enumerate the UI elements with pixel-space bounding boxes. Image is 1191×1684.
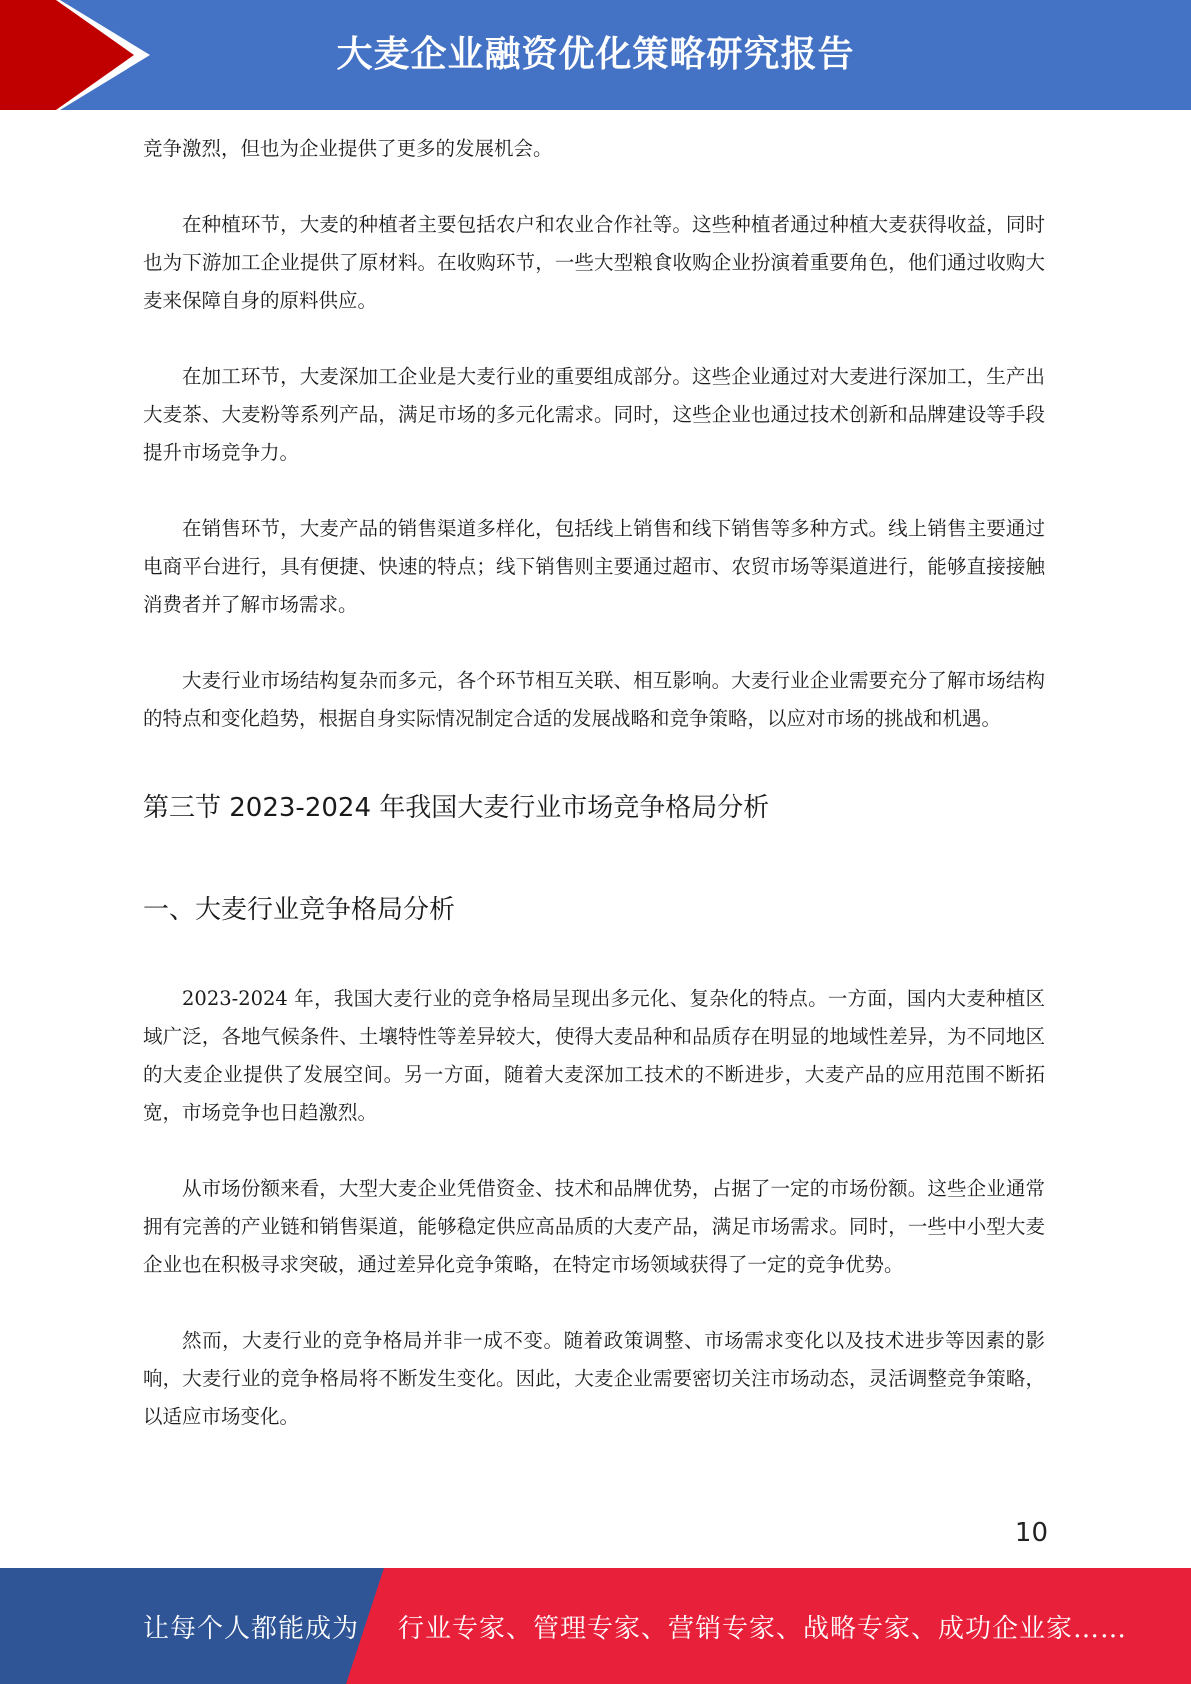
paragraph: 然而，大麦行业的竞争格局并非一成不变。随着政策调整、市场需求变化以及技术进步等因素的影响，大麦行业的竞争格局将不断发生变化。因此，大麦企业需要密切关注市场动态，灵活调整竞争策略，以适应市场变化。 [143, 1329, 1045, 1428]
paragraph: 在销售环节，大麦产品的销售渠道多样化，包括线上销售和线下销售等多种方式。线上销售主要通过电商平台进行，具有便捷、快速的特点；线下销售则主要通过超市、农贸市场等渠道进行，能够直接接触消费者并了解市场需求。 [143, 517, 1045, 616]
paragraph: 大麦行业市场结构复杂而多元，各个环节相互关联、相互影响。大麦行业企业需要充分了解市场结构的特点和变化趋势，根据自身实际情况制定合适的发展战略和竞争策略，以应对市场的挑战和机遇。 [143, 669, 1045, 730]
subsection-heading: 一、大麦行业竞争格局分析 [143, 895, 456, 925]
section-heading: 第三节 2023-2024 年我国大麦行业市场竞争格局分析 [143, 793, 770, 823]
paragraph: 在种植环节，大麦的种植者主要包括农户和农业合作社等。这些种植者通过种植大麦获得收益，同时也为下游加工企业提供了原材料。在收购环节，一些大型粮食收购企业扮演着重要角色，他们通过收购大麦来保障自身的原料供应。 [143, 213, 1045, 312]
footer-slogan-left: 让每个人都能成为 [143, 1614, 360, 1644]
page-header [0, 0, 1191, 110]
page-footer [0, 1568, 1191, 1684]
paragraph: 竞争激烈，但也为企业提供了更多的发展机会。 [143, 137, 553, 160]
page-number: 10 [1014, 1518, 1048, 1548]
paragraph: 在加工环节，大麦深加工企业是大麦行业的重要组成部分。这些企业通过对大麦进行深加工，生产出大麦茶、大麦粉等系列产品，满足市场的多元化需求。同时，这些企业也通过技术创新和品牌建设等手段提升市场竞争力。 [143, 365, 1045, 464]
paragraph: 从市场份额来看，大型大麦企业凭借资金、技术和品牌优势，占据了一定的市场份额。这些企业通常拥有完善的产业链和销售渠道，能够稳定供应高品质的大麦产品，满足市场需求。同时，一些中小型大麦企业也在积极寻求突破，通过差异化竞争策略，在特定市场领域获得了一定的竞争优势。 [143, 1177, 1045, 1276]
paragraph: 2023-2024 年，我国大麦行业的竞争格局呈现出多元化、复杂化的特点。一方面，国内大麦种植区域广泛，各地气候条件、土壤特性等差异较大，使得大麦品种和品质存在明显的地域性差异，为不同地区的大麦企业提供了发展空间。另一方面，随着大麦深加工技术的不断进步，大麦产品的应用范围不断拓宽，市场竞争也日趋激烈。 [143, 987, 1045, 1124]
footer-slogan-right: 行业专家、管理专家、营销专家、战略专家、成功企业家…… [398, 1614, 1128, 1644]
report-title: 大麦企业融资优化策略研究报告 [336, 34, 855, 75]
page-content [143, 130, 1045, 1436]
